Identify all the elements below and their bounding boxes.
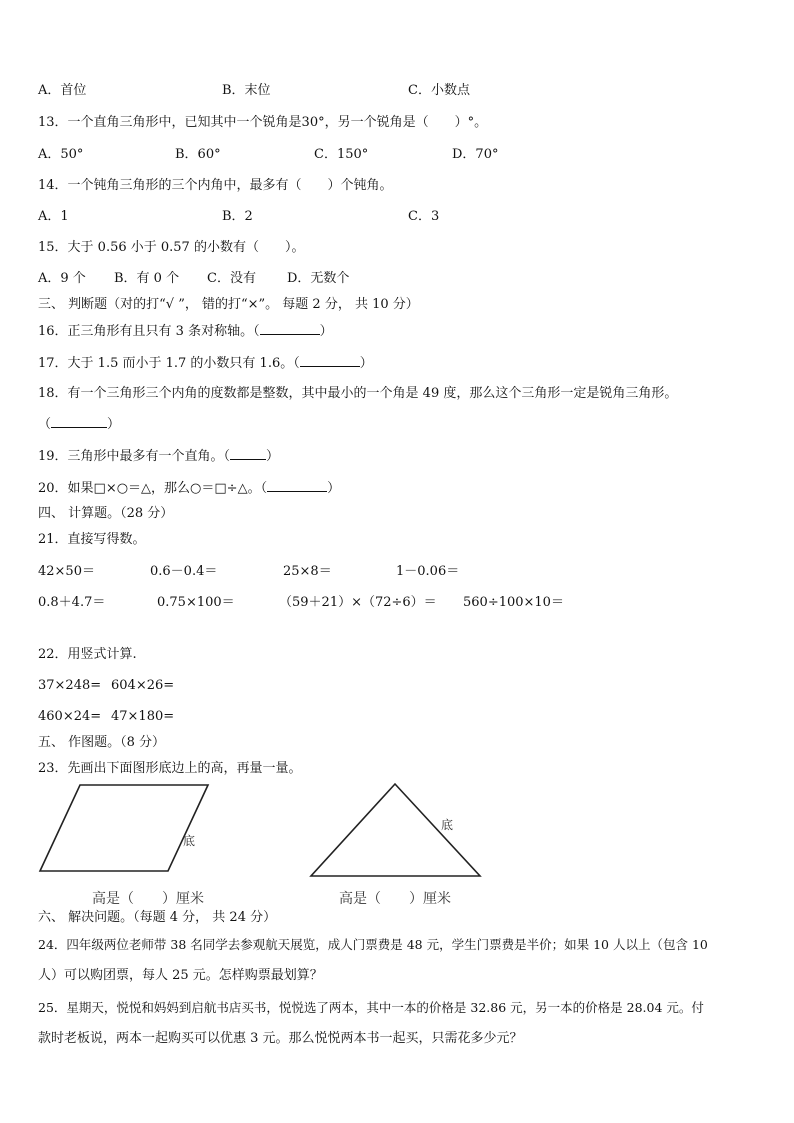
parallelogram-figure [36, 780, 216, 876]
q18-answer-line [38, 415, 120, 434]
q22-item: 37×248= [38, 678, 102, 693]
q22-item: 460×24= [38, 709, 102, 724]
q21-item: 560÷100×10＝ [463, 595, 564, 610]
q14-option-a: A．1 [38, 209, 69, 224]
q19-question [38, 447, 279, 466]
q15-question: 15．大于 0.56 小于 0.57 的小数有（ ）。 [38, 240, 305, 255]
section-5-heading: 五、 作图题。（8 分） [38, 735, 166, 750]
q15-option-b: B．有 0 个 [114, 271, 180, 286]
q16-answer-blank[interactable] [260, 322, 320, 335]
q13-option-b: B．60° [175, 147, 221, 162]
q13-option-a: A．50° [38, 147, 84, 162]
q18-answer-blank[interactable] [51, 415, 107, 428]
q22-question: 22．用竖式计算. [38, 647, 137, 662]
q25-line-2: 款时老板说，两本一起购买可以优惠 3 元。那么悦悦两本书一起买，只需花多少元？ [38, 1031, 523, 1046]
q22-item: 604×26= [111, 678, 175, 693]
q17-close: ） [359, 356, 373, 371]
q19-answer-blank[interactable] [230, 447, 266, 460]
q12-option-b: B．末位 [222, 83, 271, 98]
q12-option-a: A．首位 [38, 83, 87, 98]
q14-option-b: B．2 [222, 209, 253, 224]
q24-line-1: 24．四年级两位老师带 38 名同学去参观航天展览，成人门票费是 48 元，学生门票费是半价；如果 10 人以上（包含 10 [38, 937, 708, 952]
q22-item: 47×180= [111, 709, 175, 724]
section-3-heading: 三、 判断题（对的打“√ ”， 错的打“×”。 每题 2 分， 共 10 分） [38, 297, 419, 312]
q21-item: 0.75×100＝ [157, 595, 235, 610]
q21-item: 42×50＝ [38, 564, 95, 579]
q18-close: ） [107, 417, 121, 432]
q21-item: 25×8＝ [283, 564, 332, 579]
q23-question: 23．先画出下面图形底边上的高，再量一量。 [38, 761, 302, 776]
section-4-heading: 四、 计算题。（28 分） [38, 506, 174, 521]
q14-question: 14．一个钝角三角形的三个内角中，最多有（ ）个钝角。 [38, 178, 393, 193]
q25-line-1: 25．星期天，悦悦和妈妈到启航书店买书，悦悦选了两本，其中一本的价格是 32.86 元，另一本的价格是 28.04 元。付 [38, 1000, 704, 1015]
q24-line-2: 人）可以购团票，每人 25 元。怎样购票最划算？ [38, 968, 323, 983]
triangle-figure [308, 780, 484, 880]
q14-option-c: C．3 [408, 209, 440, 224]
q15-option-a: A．9 个 [38, 271, 86, 286]
q20-answer-blank[interactable] [267, 479, 327, 492]
q21-item: 1－0.06＝ [396, 564, 460, 579]
q21-question: 21．直接写得数。 [38, 532, 146, 547]
q19-text: 19．三角形中最多有一个直角。（ [38, 449, 231, 464]
q18-open: （ [38, 417, 52, 432]
section-6-heading: 六、 解决问题。（每题 4 分， 共 24 分） [38, 910, 277, 925]
q21-item: 0.8＋4.7＝ [38, 595, 106, 610]
q13-question: 13．一个直角三角形中，已知其中一个锐角是30°，另一个锐角是（ ）°。 [38, 115, 488, 130]
q21-item: 0.6－0.4＝ [150, 564, 218, 579]
q20-close: ） [327, 481, 341, 496]
q17-answer-blank[interactable] [300, 354, 360, 367]
q16-text: 16．正三角形有且只有 3 条对称轴。（ [38, 324, 260, 339]
parallelogram-height-caption: 高是（ ）厘米 [92, 891, 204, 907]
q20-question [38, 479, 340, 498]
q17-text: 17．大于 1.5 而小于 1.7 的小数只有 1.6。（ [38, 356, 300, 371]
triangle-height-caption: 高是（ ）厘米 [339, 891, 451, 907]
triangle-shape [311, 784, 480, 876]
parallelogram-base-label: 底 [183, 834, 196, 848]
q18-question: 18．有一个三角形三个内角的度数都是整数，其中最小的一个角是 49 度，那么这个三角形一定是锐角三角形。 [38, 386, 678, 401]
q13-option-c: C．150° [314, 147, 369, 162]
q20-text: 20．如果□×○＝△，那么○＝□÷△。（ [38, 481, 268, 496]
q19-close: ） [266, 449, 280, 464]
q16-close: ） [319, 324, 333, 339]
q21-item: （59＋21）×（72÷6）＝ [279, 595, 437, 610]
parallelogram-shape [40, 785, 208, 871]
q15-option-c: C．没有 [207, 271, 256, 286]
q16-question [38, 322, 333, 341]
triangle-base-label: 底 [441, 818, 454, 832]
q12-option-c: C．小数点 [408, 83, 470, 98]
q17-question [38, 354, 373, 373]
q15-option-d: D．无数个 [287, 271, 350, 286]
q13-option-d: D．70° [452, 147, 499, 162]
